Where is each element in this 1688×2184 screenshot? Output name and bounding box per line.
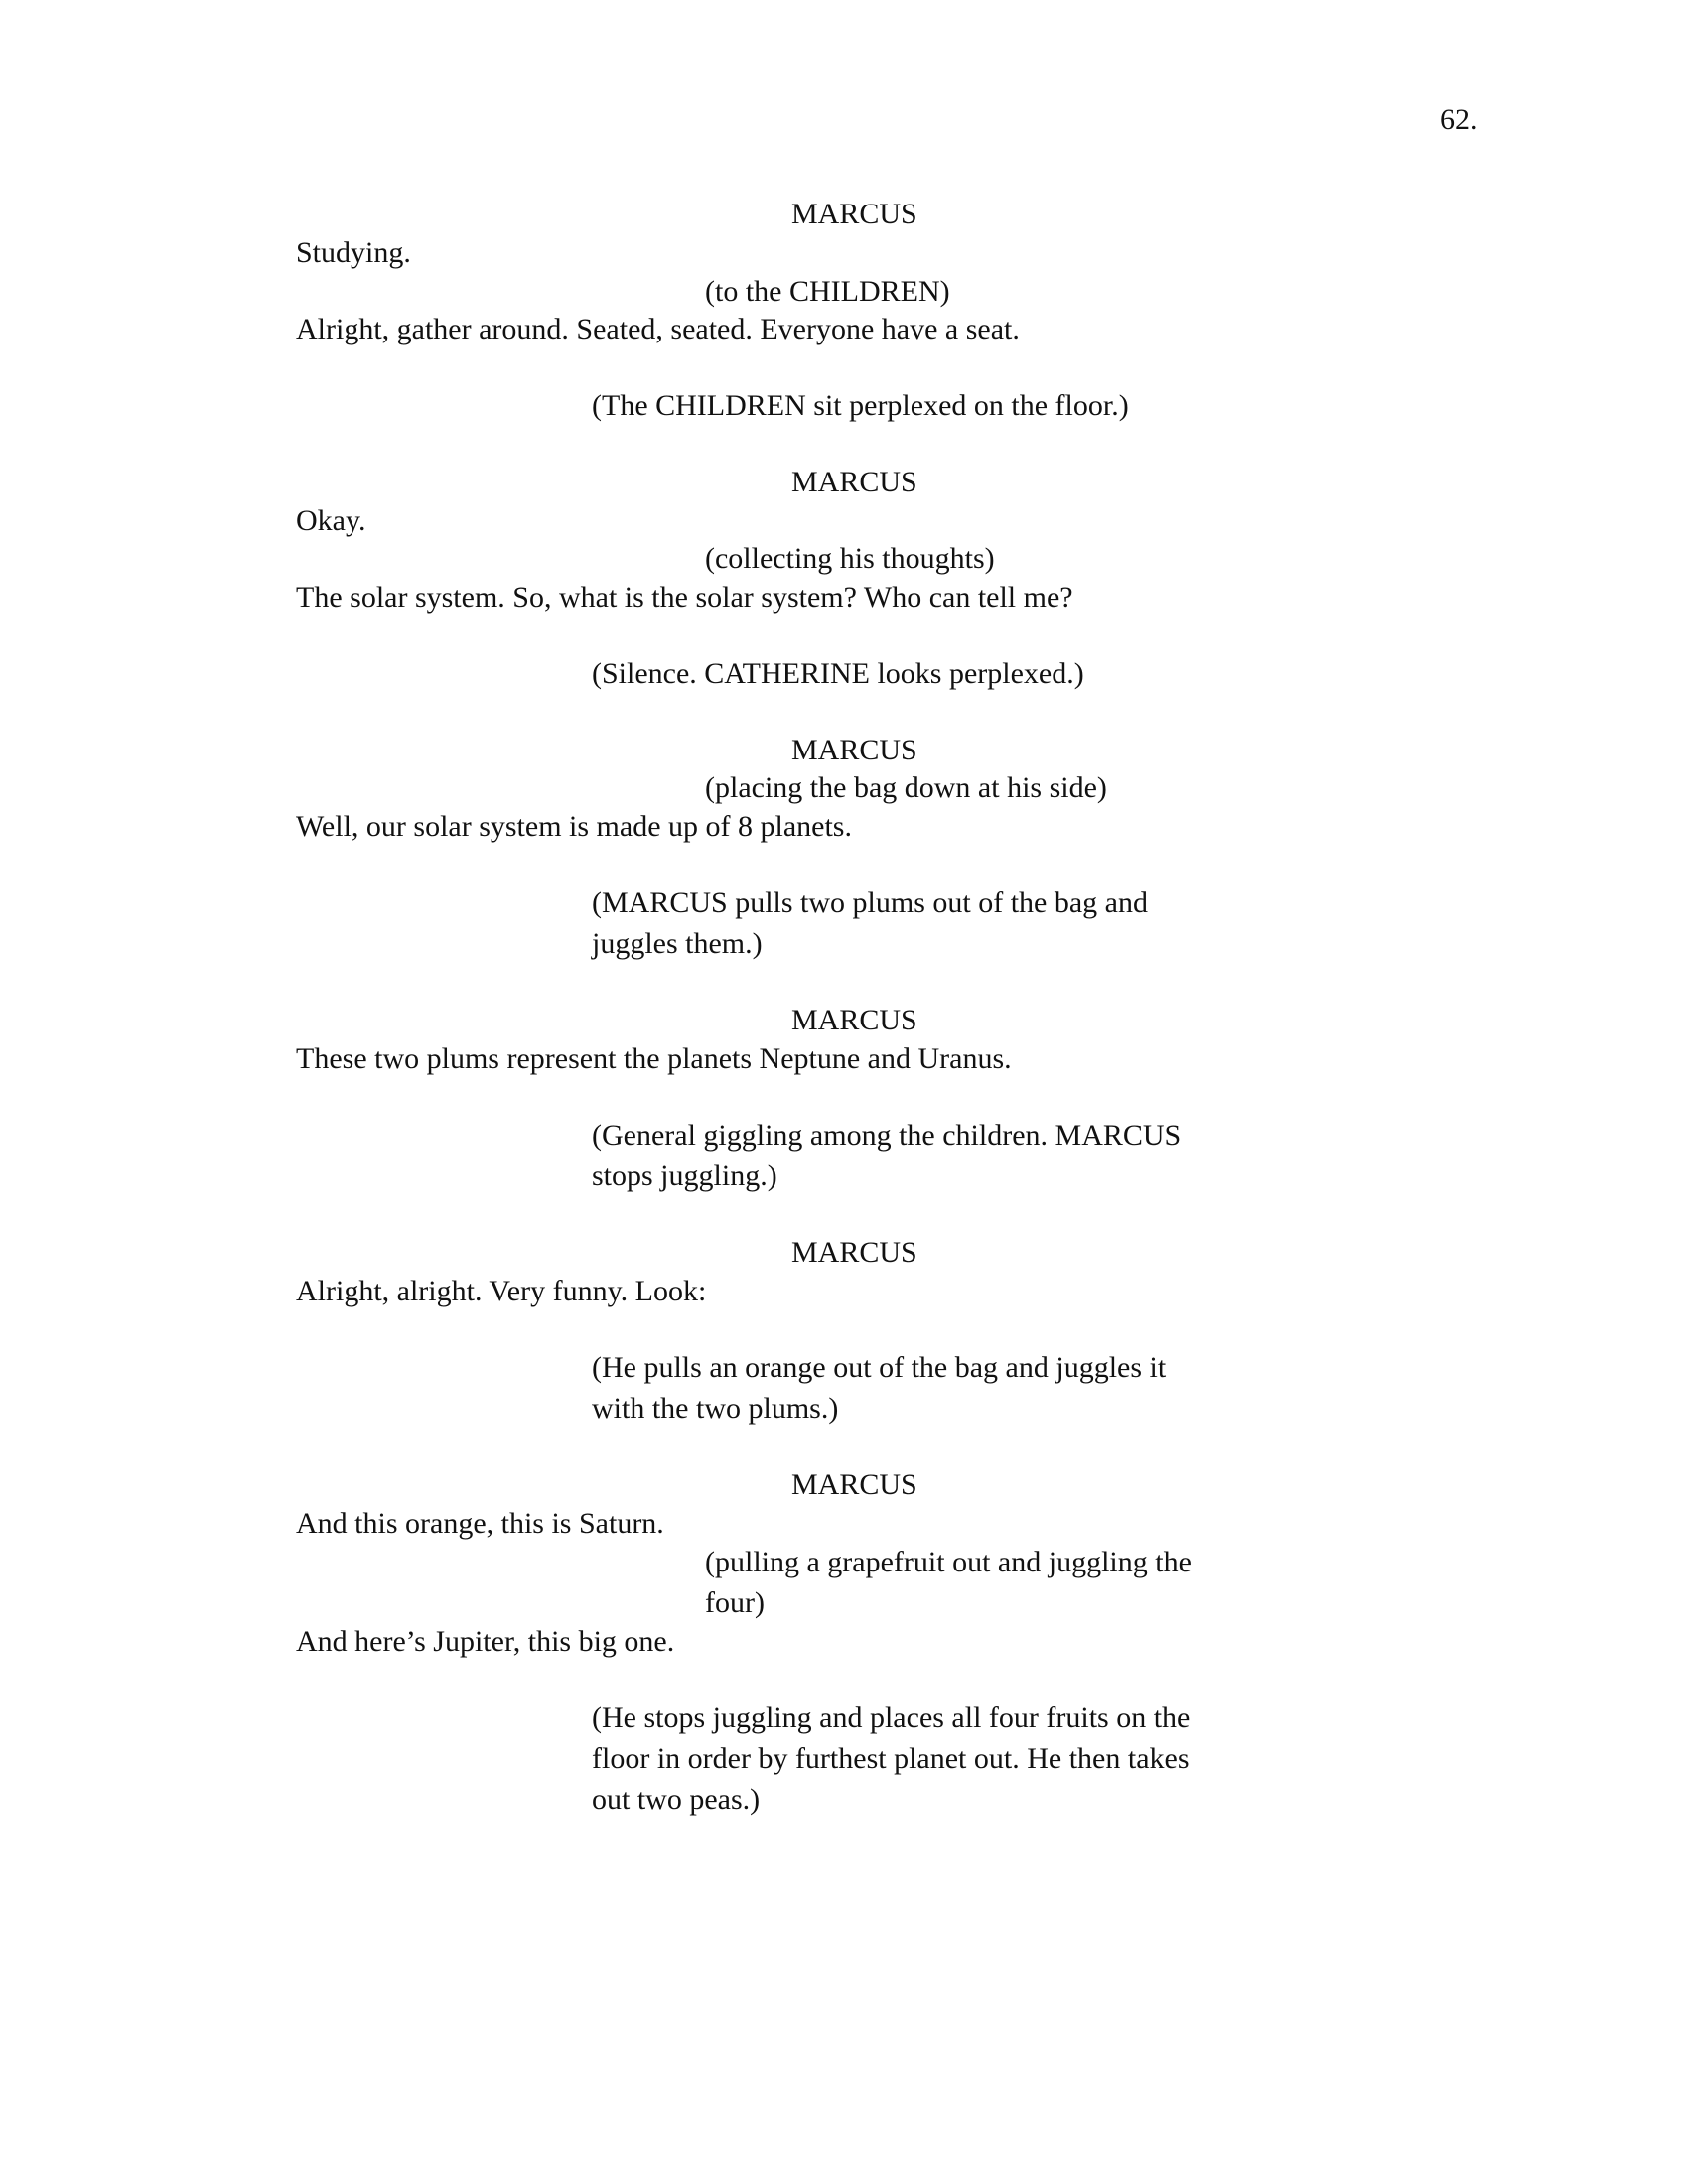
dialogue-line: Okay. xyxy=(296,504,366,537)
stage-direction: juggles them.) xyxy=(592,927,763,960)
parenthetical: four) xyxy=(705,1586,765,1619)
dialogue-line: The solar system. So, what is the solar system? Who can tell me? xyxy=(296,581,1073,614)
stage-direction: (General giggling among the children. MARCUS xyxy=(592,1119,1182,1152)
stage-direction: floor in order by furthest planet out. He then takes xyxy=(592,1742,1190,1775)
parenthetical: (placing the bag down at his side) xyxy=(705,771,1107,804)
character-name: MARCUS xyxy=(791,466,917,498)
parenthetical: (pulling a grapefruit out and juggling the xyxy=(705,1546,1192,1578)
stage-direction: (The CHILDREN sit perplexed on the floor.) xyxy=(592,389,1129,422)
character-name: MARCUS xyxy=(791,734,917,766)
page-number: 62. xyxy=(1440,103,1477,136)
parenthetical: (collecting his thoughts) xyxy=(705,542,995,575)
character-name: MARCUS xyxy=(791,1468,917,1501)
dialogue-line: And this orange, this is Saturn. xyxy=(296,1507,664,1540)
dialogue-line: Studying. xyxy=(296,236,411,269)
character-name: MARCUS xyxy=(791,1004,917,1036)
dialogue-line: And here’s Jupiter, this big one. xyxy=(296,1625,675,1658)
stage-direction: stops juggling.) xyxy=(592,1160,777,1192)
stage-direction: (MARCUS pulls two plums out of the bag and xyxy=(592,887,1148,919)
stage-direction: out two peas.) xyxy=(592,1783,761,1816)
character-name: MARCUS xyxy=(791,1236,917,1269)
dialogue-line: Alright, gather around. Seated, seated. Everyone have a seat. xyxy=(296,313,1020,345)
parenthetical: (to the CHILDREN) xyxy=(705,275,950,308)
dialogue-line: These two plums represent the planets Neptune and Uranus. xyxy=(296,1042,1012,1075)
dialogue-line: Alright, alright. Very funny. Look: xyxy=(296,1275,707,1307)
character-name: MARCUS xyxy=(791,198,917,230)
stage-direction: (He stops juggling and places all four fruits on the xyxy=(592,1702,1191,1734)
dialogue-line: Well, our solar system is made up of 8 planets. xyxy=(296,810,852,843)
stage-direction: (Silence. CATHERINE looks perplexed.) xyxy=(592,657,1084,690)
stage-direction: with the two plums.) xyxy=(592,1392,839,1425)
stage-direction: (He pulls an orange out of the bag and juggles it xyxy=(592,1351,1167,1384)
